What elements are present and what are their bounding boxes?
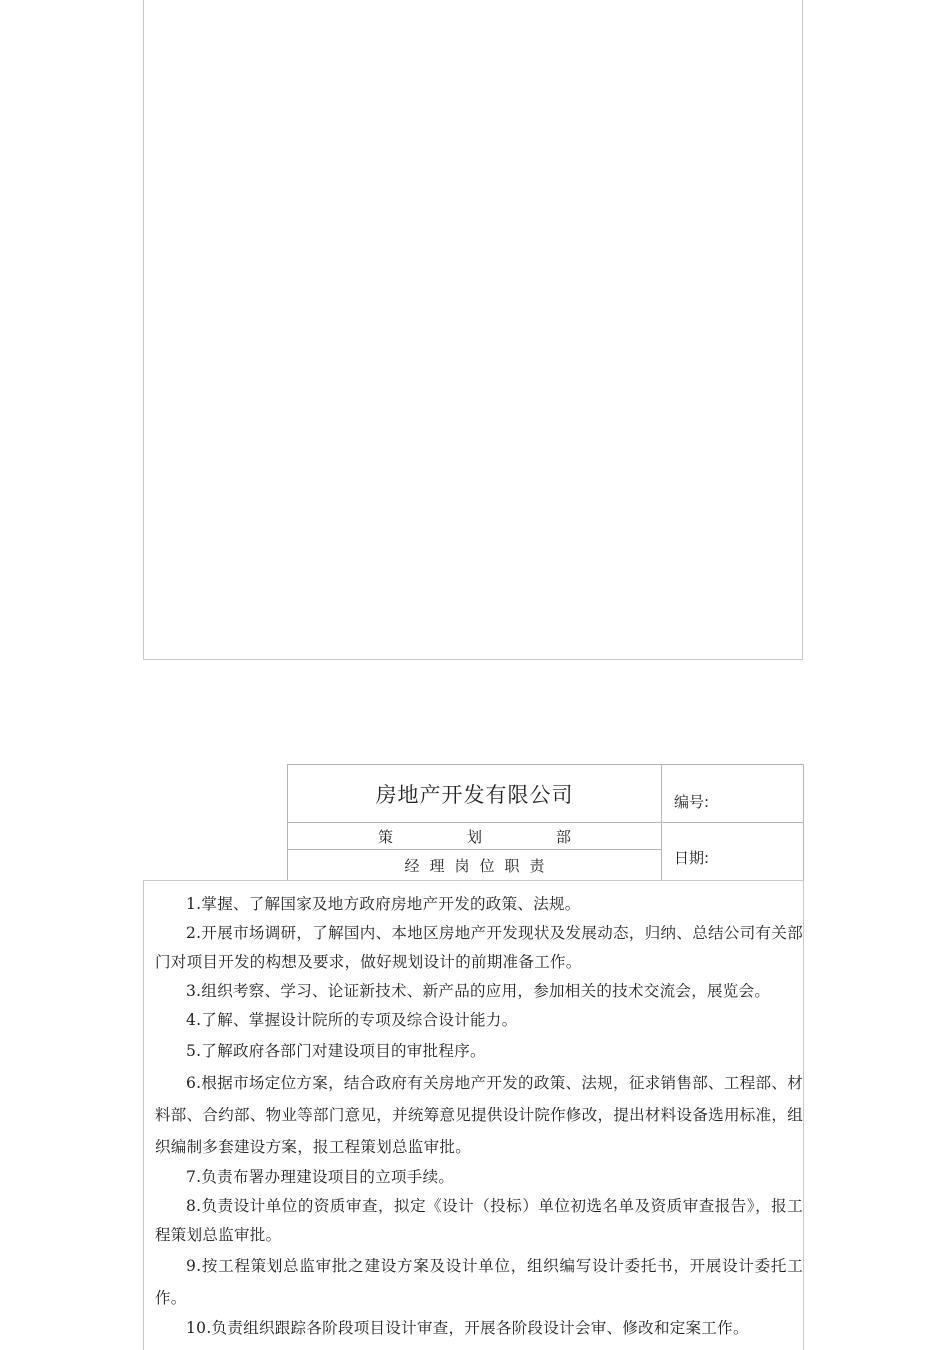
duty-item: 2.开展市场调研，了解国内、本地区房地产开发现状及发展动态，归纳、总结公司有关部门对项目开发的构想及要求，做好规划设计的前期准备工作。 bbox=[155, 924, 803, 971]
duty-item: 6.根据市场定位方案，结合政府有关房地产开发的政策、法规，征求销售部、工程部、材料部、合约部、物业等部门意见，并统筹意见提供设计院作修改，提出材料设备选用标准，组织编制多套建设方案，报工程策划总监审批。 bbox=[155, 1074, 803, 1156]
document-header-table bbox=[287, 764, 804, 881]
duty-item: 9.按工程策划总监审批之建设方案及设计单位，组织编写设计委托书，开展设计委托工作。 bbox=[155, 1257, 803, 1307]
company-name: 房地产开发有限公司 bbox=[375, 782, 574, 807]
duty-item: 5.了解政府各部门对建设项目的审批程序。 bbox=[186, 1042, 486, 1060]
duties-list bbox=[155, 890, 803, 1343]
duty-item: 10.负责组织跟踪各阶段项目设计审查，开展各阶段设计会审、修改和定案工作。 bbox=[186, 1319, 749, 1337]
date-label: 日期: bbox=[674, 849, 710, 867]
duty-item: 4.了解、掌握设计院所的专项及综合设计能力。 bbox=[186, 1011, 518, 1029]
code-label: 编号: bbox=[674, 793, 710, 811]
duty-item: 3.组织考察、学习、论证新技术、新产品的应用，参加相关的技术交流会，展览会。 bbox=[186, 982, 771, 1000]
duty-item: 1.掌握、了解国家及地方政府房地产开发的政策、法规。 bbox=[186, 895, 581, 913]
duty-item: 7.负责布署办理建设项目的立项手续。 bbox=[186, 1168, 455, 1186]
duty-item: 8.负责设计单位的资质审查，拟定《设计（投标）单位初选名单及资质审查报告》，报工程策划总监审批。 bbox=[155, 1197, 803, 1244]
position-title: 经理岗位职责 bbox=[404, 856, 555, 875]
blank-page-frame bbox=[143, 0, 803, 660]
department-name: 策划部 bbox=[377, 827, 645, 846]
